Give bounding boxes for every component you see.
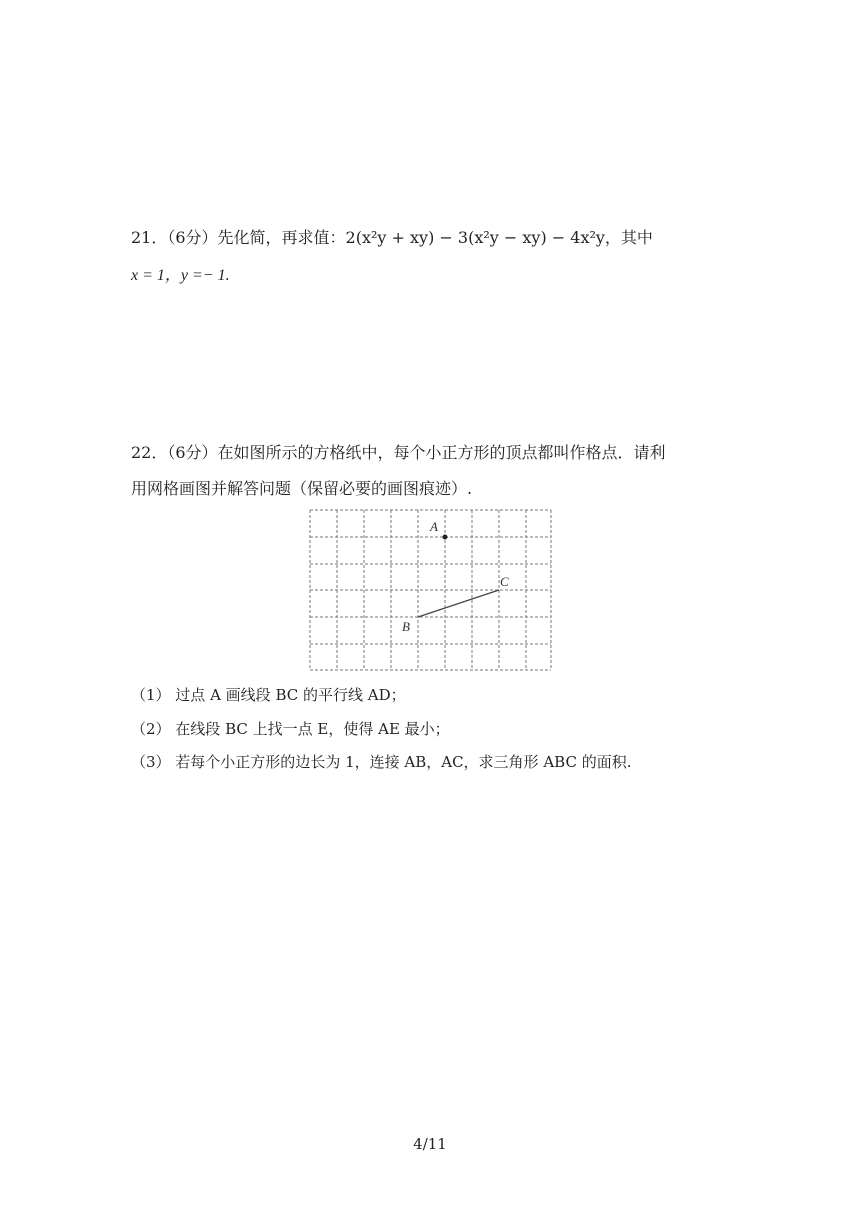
label-a: A	[430, 519, 438, 534]
q21-line-2: x = 1，y =− 1.	[131, 267, 230, 284]
q22-part-3: （3） 若每个小正方形的边长为 1，连接 AB，AC，求三角形 ABC 的面积.	[131, 753, 632, 771]
q22-line-2: 用网格画图并解答问题（保留必要的画图痕迹）.	[131, 479, 473, 498]
grid-lines	[310, 510, 551, 670]
label-b: B	[402, 619, 410, 634]
point-a	[443, 535, 448, 540]
q22-part-1: （1） 过点 A 画线段 BC 的平行线 AD；	[131, 686, 406, 704]
grid-figure	[308, 508, 554, 674]
page-number: 4/11	[413, 1135, 447, 1153]
label-c: C	[500, 574, 509, 589]
q21-line-1: 21．（6分）先化简，再求值：2(x²y + xy) − 3(x²y − xy) − 4x²y，其中	[131, 228, 653, 247]
q22-part-2: （2） 在线段 BC 上找一点 E，使得 AE 最小；	[131, 720, 450, 738]
segment-bc	[418, 590, 499, 617]
q22-line-1: 22．（6分）在如图所示的方格纸中，每个小正方形的顶点都叫作格点．请利	[131, 443, 666, 462]
